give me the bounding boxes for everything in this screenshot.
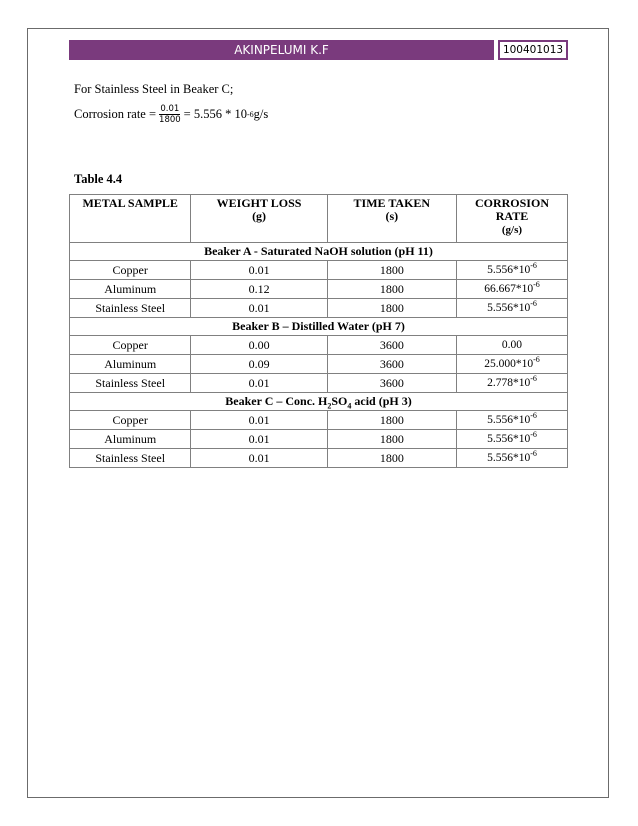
cell-sample: Stainless Steel [70, 449, 191, 468]
cell-rate: $2.778*10^{-6}$ [456, 374, 567, 393]
table-row [70, 430, 568, 449]
table-row [70, 336, 568, 355]
section-beaker-c [70, 393, 568, 411]
table-row [70, 411, 568, 430]
table-row [70, 299, 568, 318]
section-title: Beaker A - Saturated NaOH solution (pH 11) [70, 243, 568, 261]
author-name: AKINPELUMI K.F [234, 43, 329, 57]
cell-sample: Copper [70, 411, 191, 430]
corrosion-formula: Corrosion rate = $\frac{0.01}{1800}$ = 5.556 * 10 -6 g/s [74, 104, 269, 125]
formula-denominator: 1800 [159, 115, 181, 125]
formula-fraction [159, 104, 181, 125]
cell-weight-loss: 0.01 [191, 430, 327, 449]
cell-time: 3600 [327, 374, 456, 393]
formula-numerator: 0.01 [160, 104, 180, 114]
cell-time: 1800 [327, 299, 456, 318]
cell-weight-loss: 0.01 [191, 449, 327, 468]
table-caption: Table 4.4 [74, 172, 123, 186]
cell-weight-loss: 0.12 [191, 280, 327, 299]
formula-label: Corrosion rate = [74, 107, 157, 121]
cell-time: 1800 [327, 430, 456, 449]
cell-weight-loss: 0.01 [191, 411, 327, 430]
cell-time: 1800 [327, 280, 456, 299]
header-time-taken: TIME TAKEN (s) [327, 195, 456, 243]
formula-unit: g/s [253, 107, 269, 121]
cell-sample: Stainless Steel [70, 299, 191, 318]
cell-time: 1800 [327, 449, 456, 468]
cell-rate: 0.00 [456, 336, 567, 355]
corrosion-table [69, 194, 568, 468]
formula-result: = 5.556 * 10 [183, 107, 247, 121]
cell-rate: $5.556*10^{-6}$ [456, 430, 567, 449]
table-row [70, 280, 568, 299]
intro-text: For Stainless Steel in Beaker C; [74, 82, 234, 96]
header-corrosion-rate: CORROSION RATE (g/s) [456, 195, 567, 243]
cell-time: 3600 [327, 336, 456, 355]
cell-sample: Copper [70, 336, 191, 355]
cell-sample: Copper [70, 261, 191, 280]
header-weight-loss: WEIGHT LOSS (g) [191, 195, 327, 243]
student-id: 100401013 [500, 42, 566, 58]
cell-sample: Aluminum [70, 355, 191, 374]
cell-sample: Aluminum [70, 430, 191, 449]
table-row [70, 449, 568, 468]
section-beaker-b [70, 318, 568, 336]
cell-weight-loss: 0.01 [191, 299, 327, 318]
cell-weight-loss: 0.00 [191, 336, 327, 355]
header-metal-sample: METAL SAMPLE [70, 195, 191, 243]
table-row [70, 261, 568, 280]
cell-weight-loss: 0.01 [191, 261, 327, 280]
table-header-row [70, 195, 568, 243]
cell-sample: Stainless Steel [70, 374, 191, 393]
table-row [70, 355, 568, 374]
section-title: Beaker C – Conc. $H_2SO_4$ acid (pH 3) [70, 393, 568, 411]
cell-rate: $5.556*10^{-6}$ [456, 449, 567, 468]
section-beaker-a [70, 243, 568, 261]
cell-rate: $66.667*10^{-6}$ [456, 280, 567, 299]
cell-rate: $5.556*10^{-6}$ [456, 261, 567, 280]
cell-weight-loss: 0.01 [191, 374, 327, 393]
cell-rate: $5.556*10^{-6}$ [456, 411, 567, 430]
header-name-bar [69, 40, 494, 60]
section-title: Beaker B – Distilled Water (pH 7) [70, 318, 568, 336]
cell-sample: Aluminum [70, 280, 191, 299]
cell-time: 1800 [327, 411, 456, 430]
cell-rate: $25.000*10^{-6}$ [456, 355, 567, 374]
header-id-box [498, 40, 568, 60]
cell-time: 3600 [327, 355, 456, 374]
cell-time: 1800 [327, 261, 456, 280]
table-row [70, 374, 568, 393]
cell-weight-loss: 0.09 [191, 355, 327, 374]
cell-rate: $5.556*10^{-6}$ [456, 299, 567, 318]
